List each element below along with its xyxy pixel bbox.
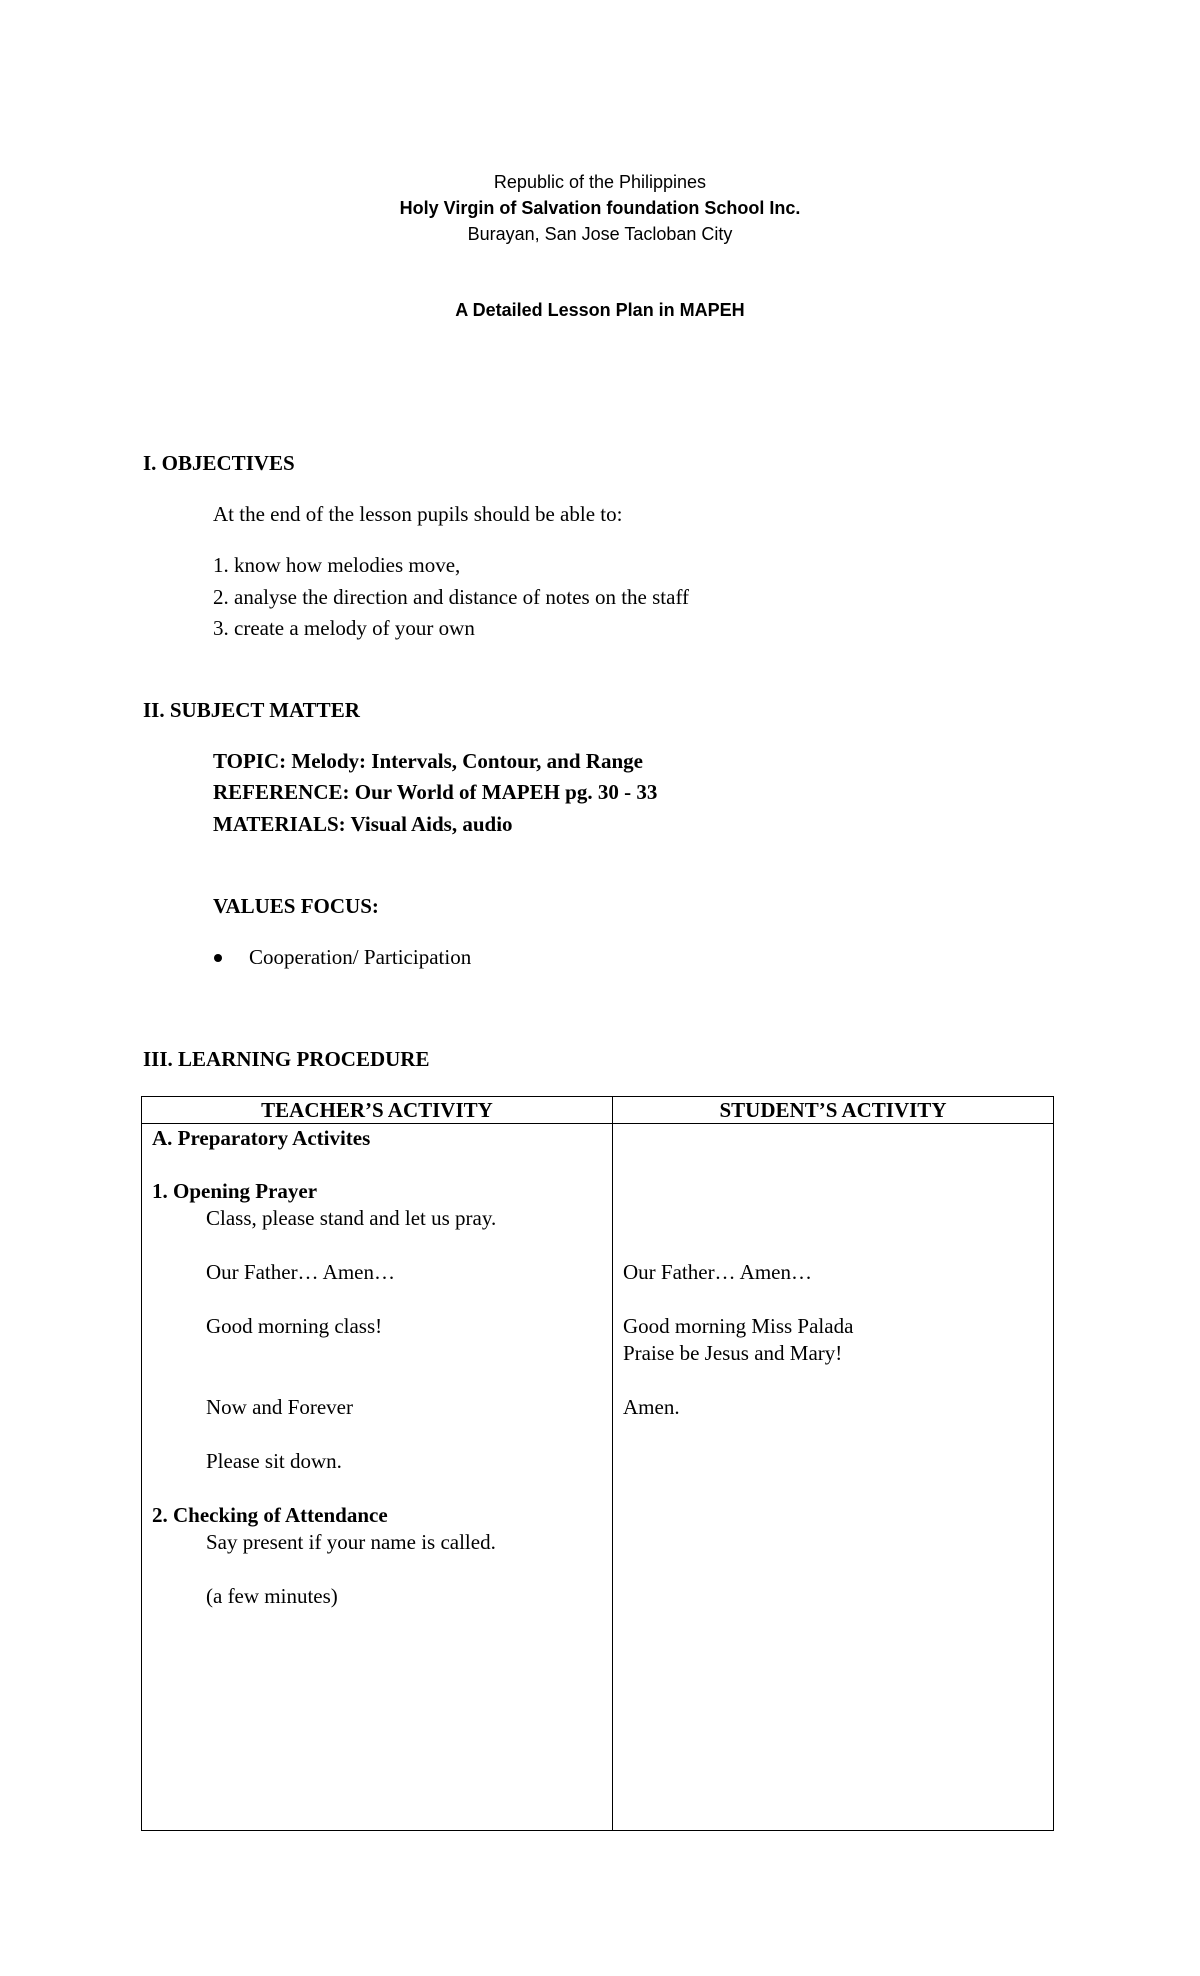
teacher-line: (a few minutes) <box>206 1584 338 1608</box>
topic-line: TOPIC: Melody: Intervals, Contour, and Range <box>213 749 643 773</box>
lesson-plan-title: A Detailed Lesson Plan in MAPEH <box>455 300 745 320</box>
attendance-heading: 2. Checking of Attendance <box>152 1503 388 1527</box>
subject-matter-heading: II. SUBJECT MATTER <box>143 698 360 722</box>
teacher-line: Good morning class! <box>206 1314 383 1338</box>
teacher-line: Our Father… Amen… <box>206 1260 395 1284</box>
teacher-line: Now and Forever <box>206 1395 353 1419</box>
objective-item: 2. analyse the direction and distance of notes on the staff <box>213 585 690 609</box>
objective-item: 3. create a melody of your own <box>213 616 475 640</box>
header-country: Republic of the Philippines <box>493 172 707 192</box>
preparatory-activities-heading: A. Preparatory Activites <box>152 1126 371 1150</box>
materials-line: MATERIALS: Visual Aids, audio <box>213 812 513 836</box>
student-line: Amen. <box>623 1395 680 1419</box>
student-activity-cell <box>613 1124 1054 1831</box>
teacher-activity-header: TEACHER’S ACTIVITY <box>142 1097 613 1124</box>
header-address: Burayan, San Jose Tacloban City <box>467 224 733 244</box>
teacher-activity-cell <box>142 1124 613 1831</box>
objective-item: 1. know how melodies move, <box>213 553 461 577</box>
objectives-intro: At the end of the lesson pupils should be able to: <box>213 502 623 526</box>
teacher-line: Say present if your name is called. <box>206 1530 496 1554</box>
student-line: Our Father… Amen… <box>623 1260 812 1284</box>
student-activity-header: STUDENT’S ACTIVITY <box>613 1097 1054 1124</box>
procedure-table <box>141 1096 1054 1831</box>
learning-procedure-heading: III. LEARNING PROCEDURE <box>143 1047 430 1071</box>
values-focus-heading: VALUES FOCUS: <box>213 894 379 918</box>
teacher-line: Please sit down. <box>206 1449 342 1473</box>
student-line: Praise be Jesus and Mary! <box>623 1341 843 1365</box>
header-school-name: Holy Virgin of Salvation foundation School Inc. <box>399 198 801 218</box>
reference-line: REFERENCE: Our World of MAPEH pg. 30 - 33 <box>213 780 658 804</box>
objectives-heading: I. OBJECTIVES <box>143 451 295 475</box>
student-line: Good morning Miss Palada <box>623 1314 854 1338</box>
values-item: Cooperation/ Participation <box>249 945 472 969</box>
opening-prayer-heading: 1. Opening Prayer <box>152 1179 318 1203</box>
teacher-line: Class, please stand and let us pray. <box>206 1206 497 1230</box>
bullet-icon <box>214 954 222 962</box>
